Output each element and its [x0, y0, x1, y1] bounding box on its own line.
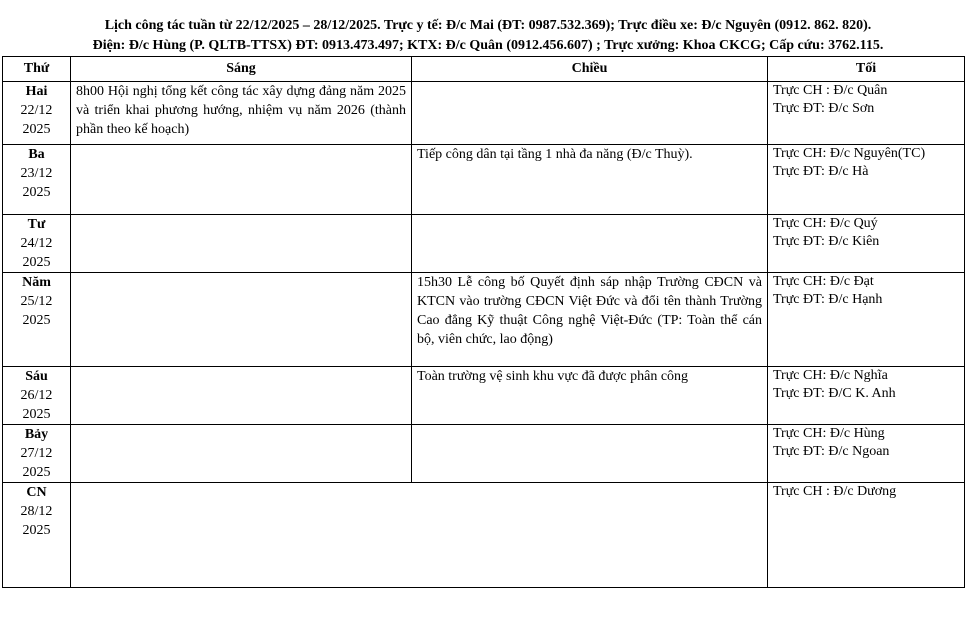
morning-cell — [71, 367, 412, 425]
day-year: 2025 — [22, 255, 51, 270]
evening-duty-ch: Trực CH: Đ/c Nguyên(TC) — [773, 146, 926, 161]
evening-duty-ch: Trực CH: Đ/c Hùng — [773, 426, 885, 441]
table-row-tuesday — [3, 145, 965, 215]
header-line-2: Điện: Đ/c Hùng (P. QLTB-TTSX) ĐT: 0913.473.497; KTX: Đ/c Quân (0912.456.607) ; Trực xưởng: Khoa CKCG; Cấp cứu: 3762.115. — [92, 38, 884, 53]
table-row-saturday — [3, 425, 965, 483]
afternoon-cell — [412, 215, 768, 273]
weekly-schedule-table — [2, 56, 965, 588]
day-date: 25/12 — [20, 294, 53, 309]
evening-cell — [768, 425, 965, 483]
day-cell — [3, 483, 71, 588]
day-year: 2025 — [22, 465, 51, 480]
day-date: 28/12 — [20, 504, 53, 519]
header-line-1: Lịch công tác tuần từ 22/12/2025 – 28/12/2025. Trực y tế: Đ/c Mai (ĐT: 0987.532.369); Trực điều xe: Đ/c Nguyên (0912. 862. 820). — [104, 18, 872, 33]
day-name: Sáu — [25, 369, 48, 384]
header-afternoon: Chiều — [412, 57, 768, 82]
day-name: Hai — [25, 84, 48, 99]
day-cell — [3, 145, 71, 215]
day-cell — [3, 425, 71, 483]
table-header-row — [3, 57, 965, 82]
day-year: 2025 — [22, 185, 51, 200]
table-row-friday — [3, 367, 965, 425]
day-cell — [3, 367, 71, 425]
day-name: Ba — [28, 147, 45, 162]
day-date: 26/12 — [20, 388, 53, 403]
evening-duty-ch: Trực CH : Đ/c Dương — [773, 484, 897, 499]
day-name: Bảy — [24, 427, 49, 442]
day-name: Tư — [27, 217, 46, 232]
evening-duty-ch: Trực CH: Đ/c Quý — [773, 216, 878, 231]
morning-cell: 8h00 Hội nghị tổng kết công tác xây dựng đảng năm 2025 và triển khai phương hướng, nhiệm vụ năm 2026 (thành phần theo kế hoạch) — [71, 82, 412, 145]
afternoon-cell: Tiếp công dân tại tầng 1 nhà đa năng (Đ/c Thuỳ). — [412, 145, 768, 215]
table-row-wednesday — [3, 215, 965, 273]
evening-duty-dt: Trực ĐT: Đ/c Sơn — [773, 101, 875, 116]
day-year: 2025 — [22, 407, 51, 422]
evening-duty-dt: Trực ĐT: Đ/C K. Anh — [773, 386, 896, 401]
afternoon-cell: 15h30 Lễ công bố Quyết định sáp nhập Trường CĐCN và KTCN vào trường CĐCN Việt Đức và đổi tên thành Trường Cao đẳng Kỹ thuật Công nghệ Việt-Đức (TP: Toàn thể cán bộ, viên chức, lao động) — [412, 273, 768, 367]
evening-duty-dt: Trực ĐT: Đ/c Kiên — [773, 234, 880, 249]
day-date: 23/12 — [20, 166, 53, 181]
day-date: 24/12 — [20, 236, 53, 251]
morning-cell — [71, 273, 412, 367]
afternoon-cell — [412, 82, 768, 145]
day-name: Năm — [22, 275, 51, 290]
table-row-thursday — [3, 273, 965, 367]
header-morning: Sáng — [71, 57, 412, 82]
day-name: CN — [26, 485, 47, 500]
evening-duty-dt: Trực ĐT: Đ/c Hà — [773, 164, 869, 179]
evening-cell — [768, 483, 965, 588]
evening-cell — [768, 273, 965, 367]
day-cell — [3, 82, 71, 145]
day-cell — [3, 273, 71, 367]
header-evening: Tối — [768, 57, 965, 82]
evening-duty-dt: Trực ĐT: Đ/c Ngoan — [773, 444, 890, 459]
evening-cell — [768, 82, 965, 145]
afternoon-cell — [412, 425, 768, 483]
evening-duty-ch: Trực CH : Đ/c Quân — [773, 83, 888, 98]
afternoon-cell: Toàn trường vệ sinh khu vực đã được phân công — [412, 367, 768, 425]
evening-cell — [768, 367, 965, 425]
schedule-header — [0, 16, 976, 56]
day-year: 2025 — [22, 523, 51, 538]
evening-duty-dt: Trực ĐT: Đ/c Hạnh — [773, 292, 883, 307]
morning-cell — [71, 425, 412, 483]
table-row-sunday — [3, 483, 965, 588]
evening-duty-ch: Trực CH: Đ/c Nghĩa — [773, 368, 888, 383]
day-date: 27/12 — [20, 446, 53, 461]
day-year: 2025 — [22, 122, 51, 137]
evening-cell — [768, 145, 965, 215]
evening-cell — [768, 215, 965, 273]
day-year: 2025 — [22, 313, 51, 328]
evening-duty-ch: Trực CH: Đ/c Đạt — [773, 274, 874, 289]
day-merged-cell — [71, 483, 768, 588]
day-cell — [3, 215, 71, 273]
morning-cell — [71, 145, 412, 215]
table-row-monday — [3, 82, 965, 145]
morning-cell — [71, 215, 412, 273]
header-day: Thứ — [3, 57, 71, 82]
day-date: 22/12 — [20, 103, 53, 118]
